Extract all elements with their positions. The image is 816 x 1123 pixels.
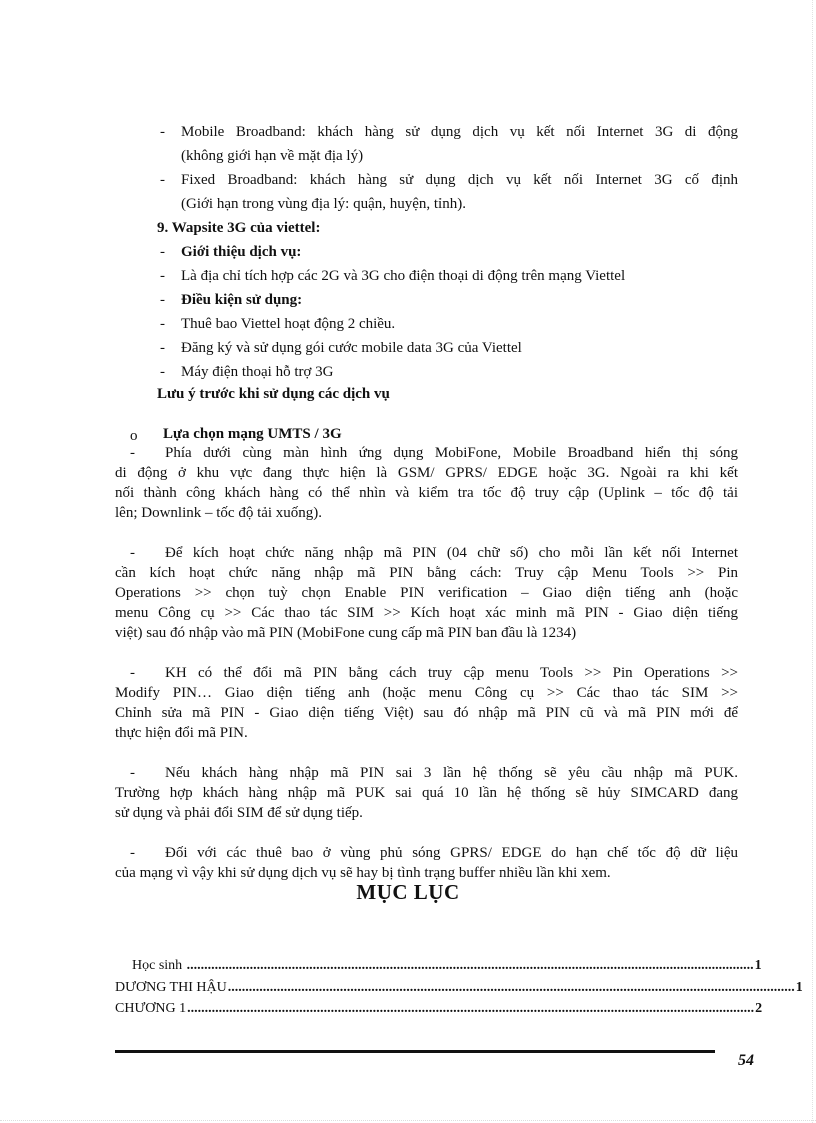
paragraph-2-line: Để kích hoạt chức năng nhập mã PIN (04 chữ số) cho mỗi lần kết nối Internet: [165, 545, 738, 561]
intro-text: Là địa chỉ tích hợp các 2G và 3G cho điện thoại di động trên mạng Viettel: [181, 268, 626, 284]
bullet-dash: -: [160, 316, 165, 332]
paragraph-3-line: KH có thể đổi mã PIN bằng cách truy cập menu Tools >> Pin Operations >>: [165, 665, 738, 681]
footer-rule: [115, 1050, 715, 1053]
paragraph-dash: -: [130, 845, 135, 861]
paragraph-1-line: Phía dưới cùng màn hình ứng dụng MobiFone, Mobile Broadband hiển thị sóng: [165, 445, 738, 461]
toc-leader-dots: ..................................................................................................................................................................: [227, 980, 795, 995]
paragraph-4-line: Trường hợp khách hàng nhập mã PUK sai quá 10 lần hệ thống sẽ hủy SIMCARD đang: [115, 785, 738, 801]
note-heading: Lưu ý trước khi sử dụng các dịch vụ: [157, 386, 390, 402]
paragraph-2-line: menu Công cụ >> Các thao tác SIM >> Kích hoạt xác minh mã PIN - Giao diện tiếng: [115, 605, 738, 621]
toc-entry-page: 2: [755, 1001, 763, 1016]
paragraph-dash: -: [130, 545, 135, 561]
conditions-heading: Điều kiện sử dụng:: [181, 292, 303, 308]
bullet-dash: -: [160, 268, 165, 284]
page-number: 54: [738, 1052, 754, 1069]
toc-entry[interactable]: [132, 957, 762, 975]
paragraph-dash: -: [130, 665, 135, 681]
toc-entry-page: 1: [795, 980, 803, 995]
toc-entry-label: Học sinh: [132, 958, 183, 973]
bullet-dash: -: [160, 292, 165, 308]
toc-entry-label: CHƯƠNG 1: [115, 1001, 187, 1016]
umts-bullet: o: [130, 428, 138, 444]
intro-heading: Giới thiệu dịch vụ:: [181, 244, 302, 260]
condition-item: Đăng ký và sử dụng gói cước mobile data 3G của Viettel: [181, 340, 522, 356]
umts-heading: Lựa chọn mạng UMTS / 3G: [163, 426, 342, 442]
bullet-dash: -: [160, 340, 165, 356]
bullet-fixed-broadband-line1: Fixed Broadband: khách hàng sử dụng dịch vụ kết nối Internet 3G cố định: [181, 172, 738, 188]
toc-leader-dots: ..................................................................................................................................................................: [183, 958, 754, 973]
bullet-mobile-broadband-line2: (không giới hạn về mặt địa lý): [181, 148, 364, 164]
condition-item: Máy điện thoại hỗ trợ 3G: [181, 364, 334, 380]
page-edge-rule: [0, 1120, 816, 1121]
paragraph-2-line: việt) sau đó nhập vào mã PIN (MobiFone cung cấp mã PIN ban đầu là 1234): [115, 625, 577, 641]
bullet-fixed-broadband-line2: (Giới hạn trong vùng địa lý: quận, huyện, tỉnh).: [181, 196, 466, 212]
paragraph-5-line: Đối với các thuê bao ở vùng phủ sóng GPRS/ EDGE do hạn chế tốc độ dữ liệu: [165, 845, 738, 861]
paragraph-3-line: thực hiện đổi mã PIN.: [115, 725, 248, 741]
toc-entry[interactable]: [115, 979, 803, 997]
condition-item: Thuê bao Viettel hoạt động 2 chiều.: [181, 316, 396, 332]
paragraph-1-line: di động ở khu vực đang thực hiện là GSM/ GPRS/ EDGE hoặc 3G. Ngoài ra khi kết: [115, 465, 738, 481]
bullet-dash: -: [160, 124, 165, 140]
toc-entry[interactable]: [115, 1000, 763, 1018]
paragraph-3-line: Modify PIN… Giao diện tiếng anh (hoặc menu Công cụ >> Các thao tác SIM >>: [115, 685, 738, 701]
bullet-dash: -: [160, 364, 165, 380]
bullet-dash: -: [160, 172, 165, 188]
paragraph-4-line: sử dụng và phải đổi SIM để sử dụng tiếp.: [115, 805, 363, 821]
paragraph-1-line: nối thành công khách hàng có thể nhìn và kiểm tra tốc độ truy cập (Uplink – tốc độ tải: [115, 485, 738, 501]
paragraph-2-line: Operations >> chọn tuỳ chọn Enable PIN verification – Giao diện tiếng anh (hoặc: [115, 585, 738, 601]
paragraph-dash: -: [130, 445, 135, 461]
section-9-heading: 9. Wapsite 3G của viettel:: [157, 220, 321, 236]
paragraph-1-line: lên; Downlink – tốc độ tải xuống).: [115, 505, 323, 521]
paragraph-5-line: của mạng vì vậy khi sử dụng dịch vụ sẽ hay bị tình trạng buffer nhiều lần khi xem.: [115, 865, 611, 881]
paragraph-4-line: Nếu khách hàng nhập mã PIN sai 3 lần hệ thống sẽ yêu cầu nhập mã PUK.: [165, 765, 738, 781]
bullet-mobile-broadband-line1: Mobile Broadband: khách hàng sử dụng dịch vụ kết nối Internet 3G di động: [181, 124, 738, 140]
paragraph-2-line: cần kích hoạt chức năng nhập mã PIN bằng cách: Truy cập Menu Tools >> Pin: [115, 565, 738, 581]
bullet-dash: -: [160, 244, 165, 260]
toc-leader-dots: ..................................................................................................................................................................: [187, 1001, 755, 1016]
paragraph-3-line: Chỉnh sửa mã PIN - Giao diện tiếng Việt) sau đó nhập mã PIN cũ và mã PIN mới để: [115, 705, 738, 721]
toc-entry-label: DƯƠNG THI HẬU: [115, 980, 227, 995]
page-edge-rule: [812, 0, 813, 1123]
toc-entry-page: 1: [754, 958, 762, 973]
paragraph-dash: -: [130, 765, 135, 781]
toc-title: MỤC LỤC: [356, 880, 460, 904]
